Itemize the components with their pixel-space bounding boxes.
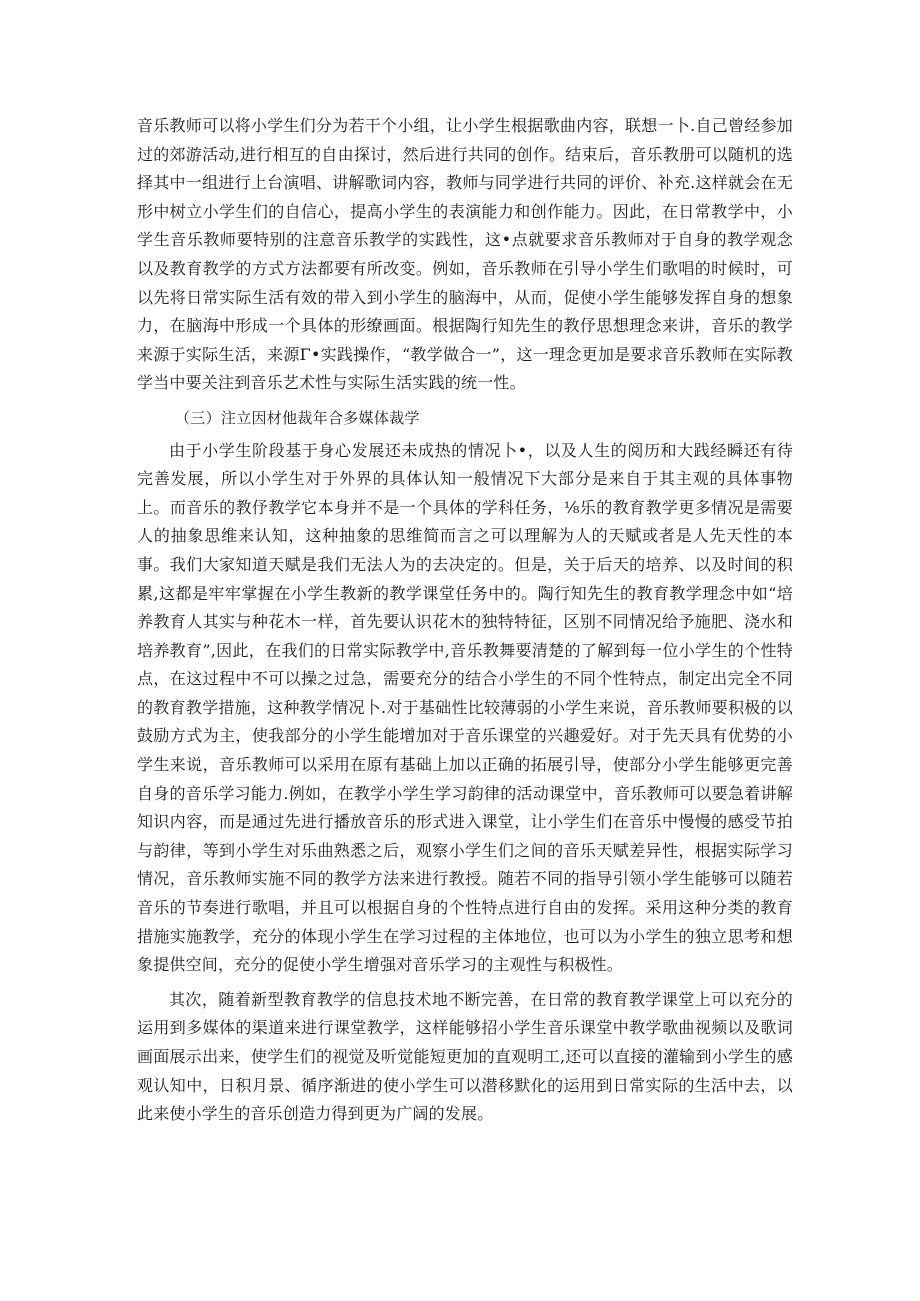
paragraph-multimedia: 其次，随着新型教育教学的信息技术地不断完善，在日常的教育教学课堂上可以充分的运用到多媒体的渠道来进行课堂教学，这样能够招小学生音乐课堂中教学歌曲视频以及歌词画面展示出来，使学生们的视觉及听觉能短更加的直观明工,还可以直接的灌输到小学生的感观认知中，日积月景、循序渐进的使小学生可以潜移默化的运用到日常实际的生活中去，以此来使小学生的音乐创造力得到更为广阔的发展。 [137, 989, 793, 1124]
section-heading-3: （三）注立因材他裁年合多媒体裁学 [175, 408, 420, 427]
paragraph-practice: 音乐教师可以将小学生们分为若干个小组，让小学生根据歌曲内容，联想一卜.自己曾经参加过的郊游活动,进行相互的自由探讨，然后进行共同的创作。结束后，音乐教册可以随机的选择其中一组进行上台演唱、讲解歌词内容，教师与同学进行共同的评价、补充.这样就会在无形中树立小学生们的自信心，提高小学生的表演能力和创作能力。因此，在日常教学中，小学生音乐教师要特别的注意音乐教学的实践性，这•点就要求音乐教师对于自身的教学观念以及教育教学的方式方法都要有所改变。例如，音乐教师在引导小学生们歌唱的时候时，可以先将日常实际生活有效的带入到小学生的脑海中，从而，促使小学生能够发挥自身的想象力，在脑海中形成一个具体的形缭画面。根据陶行知先生的教伃思想理念来讲，音乐的教学来源于实际生活，来源Γ•实践操作，“教学做合一”，这一理念更加是要求音乐教师在实际教学当中要关注到音乐艺术性与实际生活实践的统一性。 [137, 116, 793, 393]
document-page [137, 112, 793, 1129]
paragraph-individual-teaching: 由于小学生阶段基于身心发展还未成热的情况卜•，以及人生的阅历和大践经瞬还有待完善发展，所以小学生对于外界的具体认知一般情况下大部分是来自于其主观的具体事物上。而音乐的教伃教学它本身并不是一个具体的学科任务，⅛乐的教育教学更多情况是需要人的抽象思维来认知，这种抽象的思维简而言之可以理解为人的天赋或者是人先天性的本事。我们大家知道天赋是我们无法人为的去决定的。但是，关于后天的培养、以及时间的积累,这都是牢牢掌握在小学生教新的教学课堂任务中的。陶行知先生的教育教学理念中如“培养教育人其实与种花木一样，首先要认识花木的独特特征，区别不同情况给予施肥、浇水和培养教育”,因此，在我们的日常实际教学中,音乐教舞要清楚的了解到每一位小学生的个性特点，在这过程中不可以操之过急，需要充分的结合小学生的不同个性特点，制定出完全不同的教育教学措施，这种教学情况卜.对于基础性比较薄弱的小学生来说，音乐教师要积极的以鼓励方式为主，使我部分的小学生能增加对于音乐课堂的兴趣爱好。对于先天具有优势的小学生来说，音乐教师可以采用在原有基础上加以正确的拓展引导，使部分小学生能够更完善自身的音乐学习能力.例如，在教学小学生学习韵律的活动课堂中，音乐教师可以要急着讲解知识内容，而是通过先进行播放音乐的形式进入课堂，让小学生们在音乐中慢慢的感受节拍与韵律，等到小学生对乐曲熟悉之后，观察小学生们之间的音乐天赋差异性，根据实际学习情况，音乐教师实施不同的教学方法来进行教授。随若不同的指导引领小学生能够可以随若音乐的节奏进行歌唱，并且可以根据自身的个性特点进行自由的发挥。采用这种分类的教育措施实施教学，充分的体现小学生在学习过程的主体地位，也可以为小学生的独立思考和想象提供空间，充分的促使小学生增强对音乐学习的主观性与积极性。 [137, 440, 793, 975]
